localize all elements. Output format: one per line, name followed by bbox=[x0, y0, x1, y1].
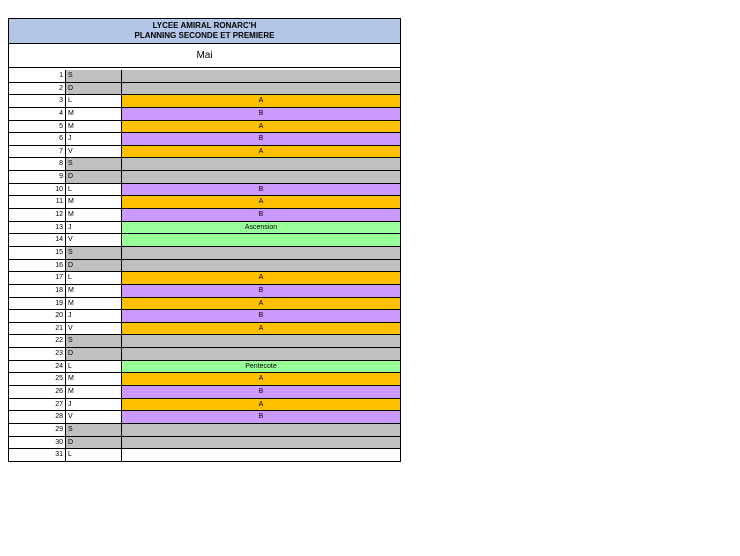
week-type-cell bbox=[121, 171, 401, 184]
day-row bbox=[8, 272, 401, 285]
day-letter: L bbox=[65, 361, 121, 374]
day-number: 3 bbox=[8, 95, 65, 108]
week-type-cell: B bbox=[121, 108, 401, 121]
school-name: LYCEE AMIRAL RONARC'H bbox=[152, 21, 257, 30]
planning-title: PLANNING SECONDE ET PREMIERE bbox=[134, 31, 275, 40]
sheet-header bbox=[8, 18, 401, 44]
day-row bbox=[8, 95, 401, 108]
day-number: 19 bbox=[8, 298, 65, 311]
week-type-cell: B bbox=[121, 411, 401, 424]
day-row bbox=[8, 70, 401, 83]
day-number: 22 bbox=[8, 335, 65, 348]
day-row bbox=[8, 310, 401, 323]
day-row bbox=[8, 121, 401, 134]
day-number: 2 bbox=[8, 83, 65, 96]
day-number: 1 bbox=[8, 70, 65, 83]
day-number: 4 bbox=[8, 108, 65, 121]
day-row bbox=[8, 83, 401, 96]
day-letter: V bbox=[65, 323, 121, 336]
day-row bbox=[8, 222, 401, 235]
day-row bbox=[8, 108, 401, 121]
day-letter: M bbox=[65, 108, 121, 121]
week-type-cell bbox=[121, 234, 401, 247]
day-letter: S bbox=[65, 424, 121, 437]
day-letter: D bbox=[65, 83, 121, 96]
day-letter: M bbox=[65, 121, 121, 134]
day-letter: L bbox=[65, 184, 121, 197]
week-type-cell: B bbox=[121, 184, 401, 197]
day-row bbox=[8, 361, 401, 374]
day-number: 17 bbox=[8, 272, 65, 285]
day-number: 20 bbox=[8, 310, 65, 323]
week-type-cell: A bbox=[121, 272, 401, 285]
day-number: 7 bbox=[8, 146, 65, 159]
day-letter: M bbox=[65, 298, 121, 311]
week-type-cell: Pentecote bbox=[121, 361, 401, 374]
day-letter: S bbox=[65, 335, 121, 348]
week-type-cell bbox=[121, 158, 401, 171]
day-letter: V bbox=[65, 234, 121, 247]
week-type-cell: B bbox=[121, 133, 401, 146]
day-number: 27 bbox=[8, 399, 65, 412]
day-row bbox=[8, 323, 401, 336]
day-row bbox=[8, 449, 401, 462]
day-row bbox=[8, 146, 401, 159]
day-row bbox=[8, 285, 401, 298]
week-type-cell: Ascension bbox=[121, 222, 401, 235]
week-type-cell bbox=[121, 83, 401, 96]
day-number: 11 bbox=[8, 196, 65, 209]
day-number: 30 bbox=[8, 437, 65, 450]
week-type-cell: A bbox=[121, 399, 401, 412]
day-letter: V bbox=[65, 146, 121, 159]
day-number: 23 bbox=[8, 348, 65, 361]
day-number: 31 bbox=[8, 449, 65, 462]
week-type-cell: A bbox=[121, 95, 401, 108]
week-type-cell bbox=[121, 449, 401, 462]
day-number: 9 bbox=[8, 171, 65, 184]
day-number: 28 bbox=[8, 411, 65, 424]
day-row bbox=[8, 424, 401, 437]
month-title: Mai bbox=[8, 44, 401, 68]
day-letter: D bbox=[65, 171, 121, 184]
day-letter: J bbox=[65, 399, 121, 412]
day-row bbox=[8, 209, 401, 222]
week-type-cell bbox=[121, 247, 401, 260]
day-letter: L bbox=[65, 272, 121, 285]
week-type-cell bbox=[121, 335, 401, 348]
day-letter: D bbox=[65, 260, 121, 273]
week-type-cell: B bbox=[121, 209, 401, 222]
day-row bbox=[8, 411, 401, 424]
planning-sheet bbox=[8, 18, 401, 462]
day-number: 14 bbox=[8, 234, 65, 247]
day-number: 12 bbox=[8, 209, 65, 222]
day-number: 8 bbox=[8, 158, 65, 171]
day-letter: D bbox=[65, 437, 121, 450]
week-type-cell: A bbox=[121, 298, 401, 311]
week-type-cell: A bbox=[121, 196, 401, 209]
day-letter: L bbox=[65, 449, 121, 462]
week-type-cell: A bbox=[121, 373, 401, 386]
day-row bbox=[8, 373, 401, 386]
day-letter: M bbox=[65, 209, 121, 222]
week-type-cell: B bbox=[121, 386, 401, 399]
week-type-cell bbox=[121, 348, 401, 361]
day-number: 18 bbox=[8, 285, 65, 298]
day-number: 5 bbox=[8, 121, 65, 134]
week-type-cell bbox=[121, 70, 401, 83]
day-letter: D bbox=[65, 348, 121, 361]
day-row bbox=[8, 234, 401, 247]
day-number: 26 bbox=[8, 386, 65, 399]
day-number: 25 bbox=[8, 373, 65, 386]
day-letter: S bbox=[65, 247, 121, 260]
day-number: 10 bbox=[8, 184, 65, 197]
day-number: 21 bbox=[8, 323, 65, 336]
day-letter: V bbox=[65, 411, 121, 424]
day-letter: S bbox=[65, 158, 121, 171]
day-row bbox=[8, 298, 401, 311]
day-letter: M bbox=[65, 285, 121, 298]
day-row bbox=[8, 260, 401, 273]
day-letter: M bbox=[65, 196, 121, 209]
day-number: 24 bbox=[8, 361, 65, 374]
day-row bbox=[8, 335, 401, 348]
day-letter: S bbox=[65, 70, 121, 83]
week-type-cell: A bbox=[121, 146, 401, 159]
day-row bbox=[8, 133, 401, 146]
day-row bbox=[8, 247, 401, 260]
day-number: 13 bbox=[8, 222, 65, 235]
day-letter: J bbox=[65, 133, 121, 146]
day-letter: J bbox=[65, 310, 121, 323]
day-row bbox=[8, 171, 401, 184]
day-row bbox=[8, 386, 401, 399]
day-row bbox=[8, 196, 401, 209]
day-row bbox=[8, 158, 401, 171]
week-type-cell bbox=[121, 424, 401, 437]
week-type-cell: B bbox=[121, 310, 401, 323]
week-type-cell bbox=[121, 437, 401, 450]
day-row bbox=[8, 399, 401, 412]
day-rows bbox=[8, 70, 401, 462]
week-type-cell bbox=[121, 260, 401, 273]
day-number: 29 bbox=[8, 424, 65, 437]
week-type-cell: A bbox=[121, 323, 401, 336]
day-letter: M bbox=[65, 373, 121, 386]
day-row bbox=[8, 437, 401, 450]
day-number: 16 bbox=[8, 260, 65, 273]
day-number: 6 bbox=[8, 133, 65, 146]
day-number: 15 bbox=[8, 247, 65, 260]
day-letter: L bbox=[65, 95, 121, 108]
day-letter: M bbox=[65, 386, 121, 399]
week-type-cell: B bbox=[121, 285, 401, 298]
week-type-cell: A bbox=[121, 121, 401, 134]
day-row bbox=[8, 348, 401, 361]
day-row bbox=[8, 184, 401, 197]
day-letter: J bbox=[65, 222, 121, 235]
